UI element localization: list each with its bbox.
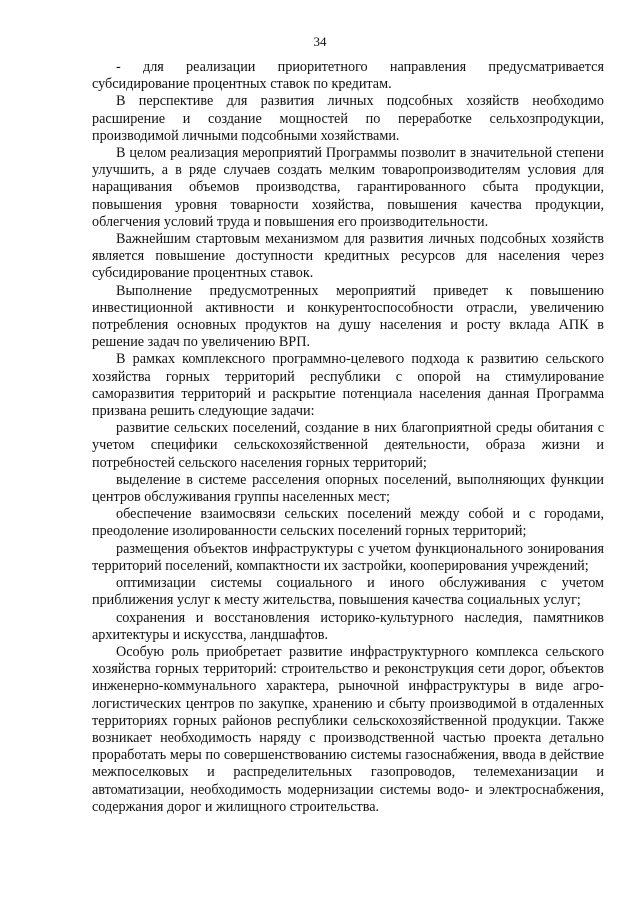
paragraph: В рамках комплексного программно-целевого подхода к развитию сельского хозяйства горных территорий республики с опорой на стимулирование саморазвития территорий и раскрытие потенциала населения данная Программа призвана решить следующие задачи: [92, 351, 604, 420]
paragraph: Выполнение предусмотренных мероприятий приведет к повышению инвестиционной активности и конкурентоспособности отрасли, увеличению потребления основных продуктов на душу населения и росту вклада АПК в решение задач по увеличению ВРП. [92, 282, 604, 351]
list-item: обеспечение взаимосвязи сельских поселений между собой и с городами, преодоление изолированности сельских поселений горных территорий; [92, 506, 604, 540]
paragraph: Особую роль приобретает развитие инфраструктурного комплекса сельского хозяйства горных территорий: строительство и реконструкция сети дорог, объектов инженерно-коммунального характера, рыночной инфраструктуры в виде агро-логистических центров по закупке, хранению и сбыту производимой в отдаленных территориях горных районов республики сельскохозяйственной продукции. Также возникает необходимость наряду с производственной частью проекта детально проработать меры по совершенствованию системы газоснабжения, ввода в действие межпоселковых и распределительных газопроводов, телемеханизации и автоматизации, необходимость модернизации системы водо- и электроснабжения, содержания дорог и жилищного строительства. [92, 643, 604, 815]
paragraph: - для реализации приоритетного направления предусматривается субсидирование процентных ставок по кредитам. [92, 59, 604, 93]
paragraph: В перспективе для развития личных подсобных хозяйств необходимо расширение и создание мощностей по переработке сельхозпродукции, производимой личными подсобными хозяйствами. [92, 93, 604, 144]
list-item: развитие сельских поселений, создание в них благоприятной среды обитания с учетом специфики сельскохозяйственной деятельности, образа жизни и потребностей сельского населения горных территорий; [92, 420, 604, 471]
list-item: выделение в системе расселения опорных поселений, выполняющих функции центров обслуживания группы населенных мест; [92, 471, 604, 506]
paragraph: В целом реализация мероприятий Программы позволит в значительной степени улучшить, а в ряде случаев создать мелким товаропроизводителям условия для наращивания объемов производства, гарантированного сбыта продукции, повышения уровня товарности хозяйства, повышения качества продукции, облегчения условий труда и повышения его производительности. [92, 145, 604, 230]
body-text [92, 59, 604, 816]
page-number: 34 [313, 34, 327, 49]
list-item: оптимизации системы социального и иного обслуживания с учетом приближения услуг к месту жительства, повышения качества социальных услуг; [92, 575, 604, 609]
paragraph: Важнейшим стартовым механизмом для развития личных подсобных хозяйств является повышение доступности кредитных ресурсов для населения через субсидирование процентных ставок. [92, 231, 604, 282]
list-item: сохранения и восстановления историко-культурного наследия, памятников архитектуры и искусства, ландшафтов. [92, 609, 604, 643]
list-item: размещения объектов инфраструктуры с учетом функционального зонирования территорий поселений, компактности их застройки, кооперирования учреждений; [92, 540, 604, 574]
